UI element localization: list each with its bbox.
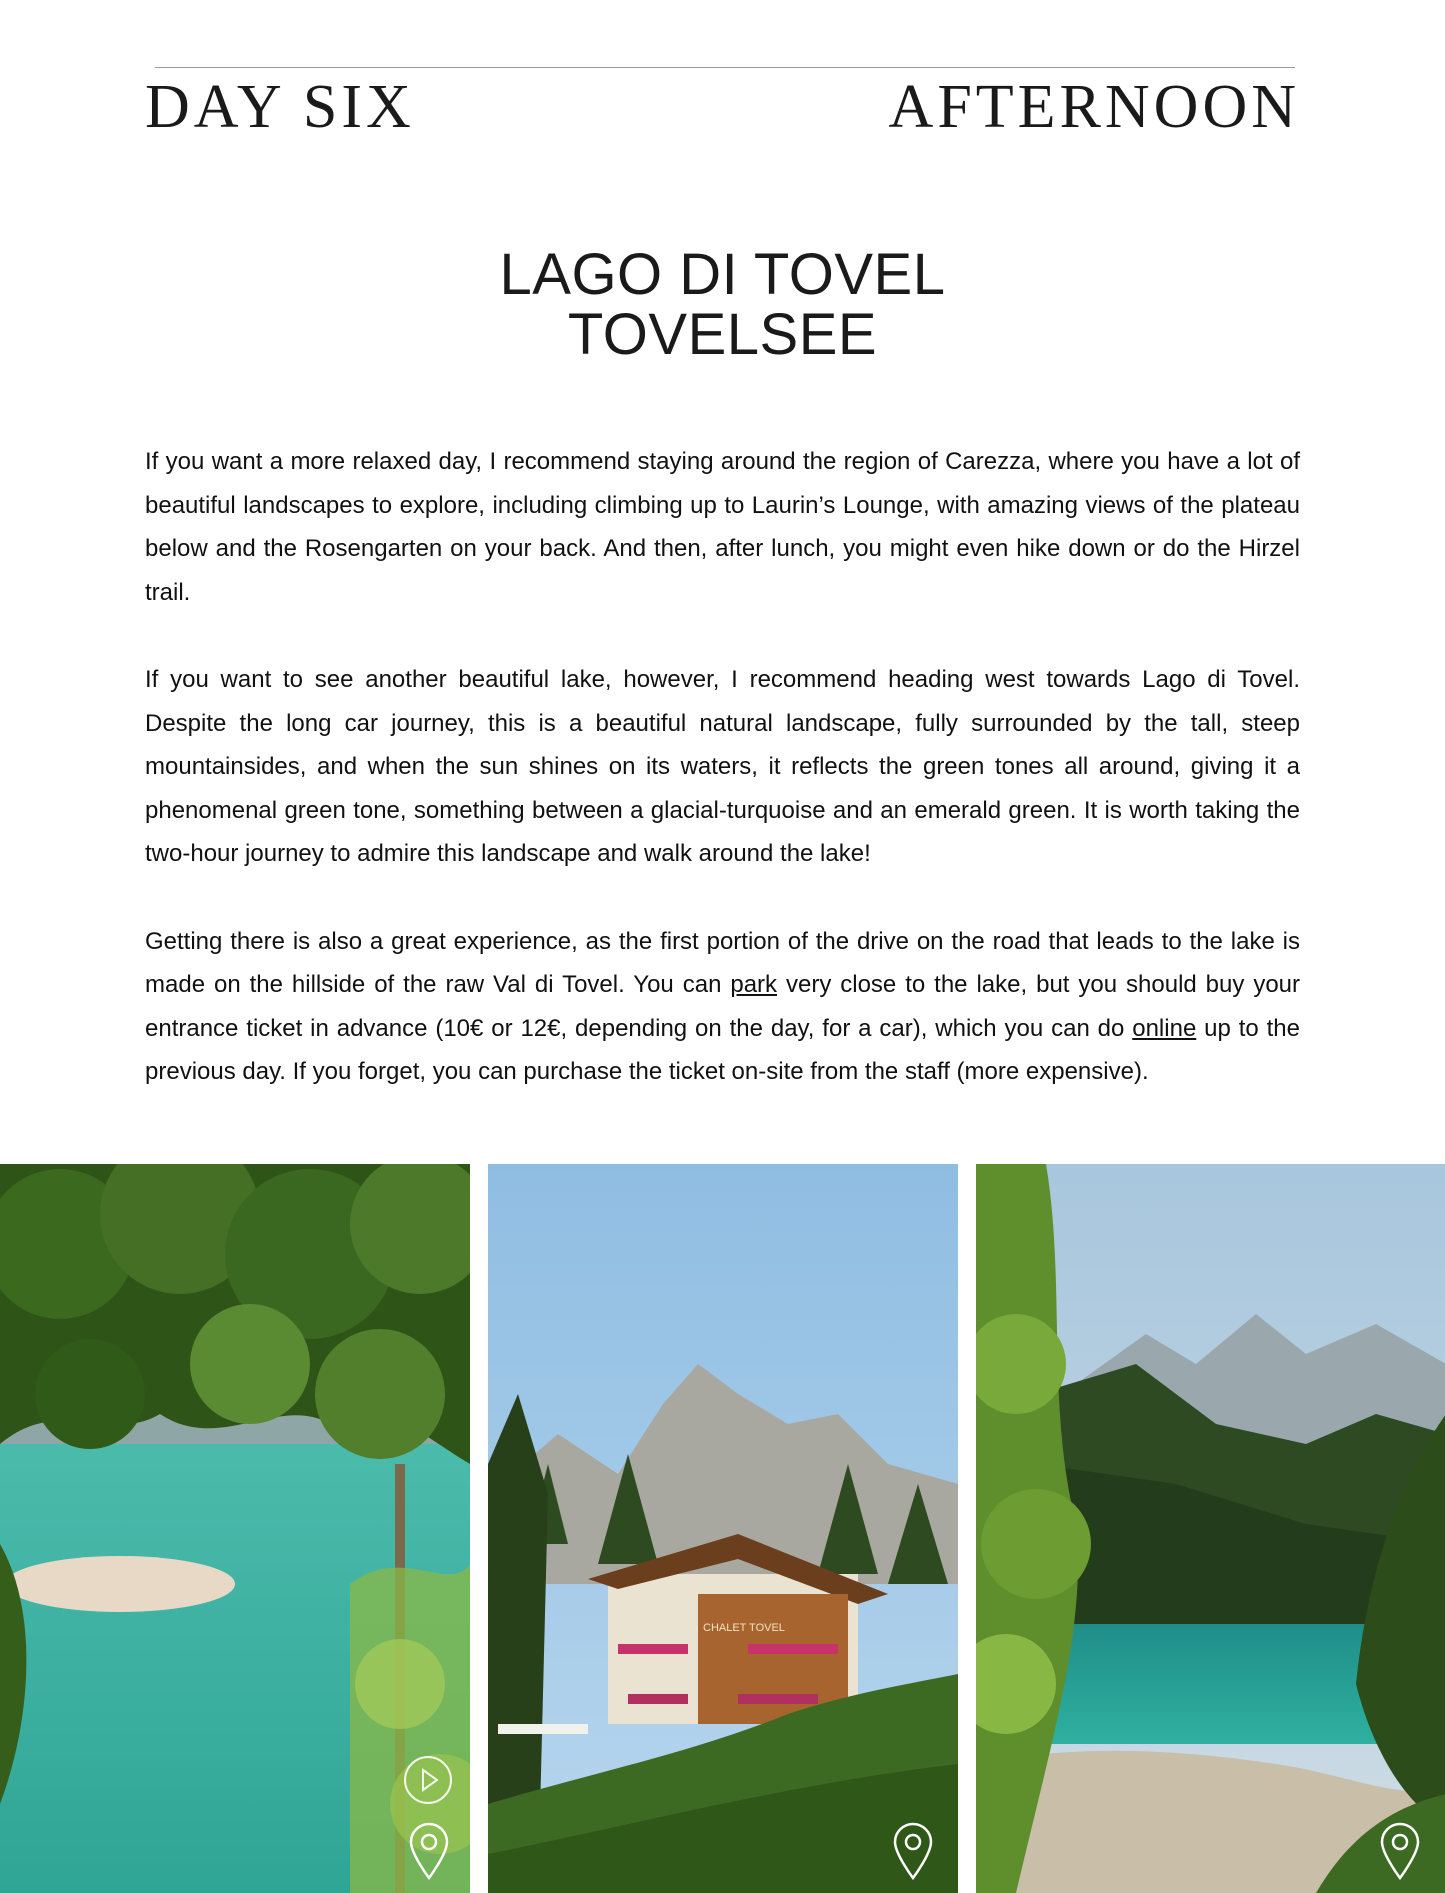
header-time-of-day-label: AFTERNOON [888,73,1300,141]
play-icon[interactable] [402,1754,454,1806]
park-link[interactable]: park [730,971,778,999]
page-title [0,242,1445,367]
paragraph-lago-di-tovel: If you want to see another beautiful lake, however, I recommend heading west towards Lago di Tovel. Despite the long car journey, this is a beautiful natural landscape, fully surrounded by the tall, steep mountainsides, and when the sun shines on its waters, it reflects the green tones all around, giving it a phenomenal green tone, something between a glacial-turquoise and an emerald green. It is worth taking the two-hour journey to admire this landscape and walk around the lake! [145,665,1300,868]
photo-lake-shore [976,1164,1445,1893]
photo-lake-through-trees-image [0,1164,470,1893]
article-body [145,440,1300,1138]
location-pin-icon[interactable] [1379,1821,1421,1881]
title-line-italian: LAGO DI TOVEL [499,242,946,307]
header-rule [155,67,1295,68]
photo-lake-shore-image [976,1164,1445,1893]
title-line-german: TOVELSEE [567,302,878,367]
paragraph-getting-there [145,920,1300,1094]
online-ticket-link[interactable]: online [1132,1014,1197,1042]
chalet-sign: CHALET TOVEL [703,1622,785,1634]
location-pin-icon[interactable] [892,1821,934,1881]
paragraph-text: up to the previous day. If you forget, you can purchase the ticket on-site from the staff (more expensive). [145,1014,1300,1086]
paragraph-relaxed-day: If you want a more relaxed day, I recommend staying around the region of Carezza, where you have a lot of beautiful landscapes to explore, including climbing up to Laurin’s Lounge, with amazing views of the plateau below and the Rosengarten on your back. And then, after lunch, you might even hike down or do the Hirzel trail. [145,448,1300,606]
location-pin-icon[interactable] [408,1821,450,1881]
paragraph-text: Getting there is also a great experience, as the first portion of the drive on the road that leads to the lake is made on the hillside of the raw Val di Tovel. You can [145,927,1300,999]
photo-chalet-tovel-image [488,1164,958,1893]
photo-chalet-tovel [488,1164,958,1893]
photo-lake-through-trees [0,1164,470,1893]
paragraph-text: very close to the lake, but you should buy your entrance ticket in advance (10€ or 12€, depending on the day, for a car), which you can do [145,971,1301,1042]
header-day-label: DAY SIX [145,73,415,141]
